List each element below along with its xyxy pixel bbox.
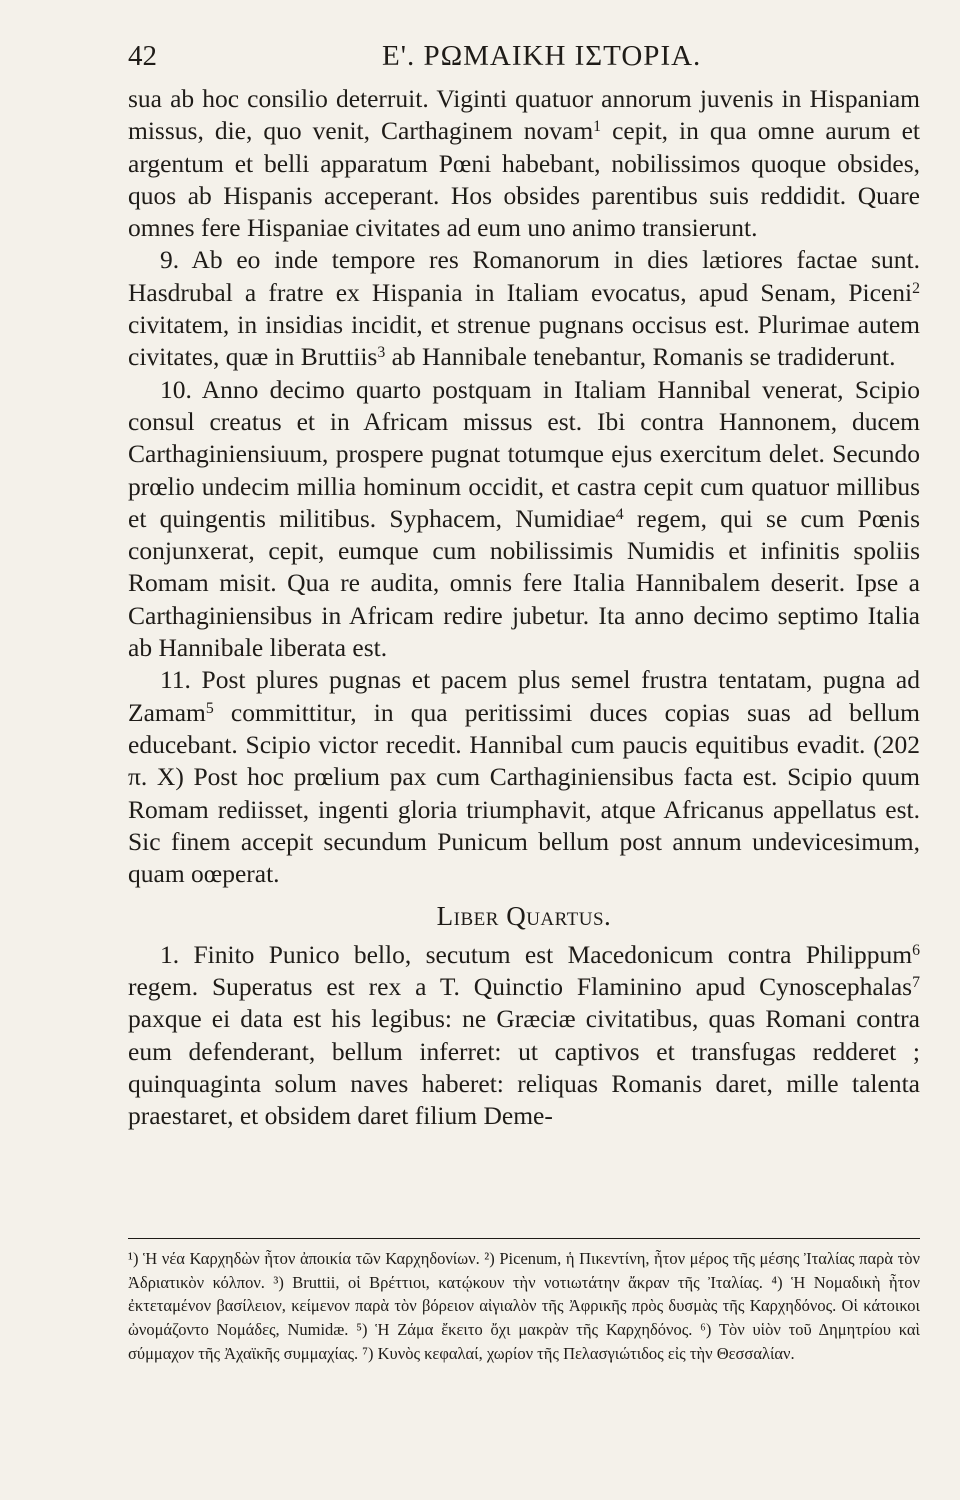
section-10 [128,374,920,665]
text-run: 10. Anno decimo quarto postquam in Italiam Hannibal venerat, Scipio consul creatus et in Africam missus est. Ibi contra Hannonem, ducem Carthaginiensiuum, prospere pugnat totumque ejus exercitum delet. Secundo prœlio undecim millia hominum occidit, et castra cepit cum quatuor millibus et quingentis militibus. Syphacem, Numidiae [128,374,920,533]
book-title: Liber Quartus. [436,901,612,932]
text-run: 11. Post plures pugnas et pacem plus semel frustra tentatam, pugna ad Zamam [128,665,920,727]
footnote-marker: 2 [912,279,920,297]
paragraph-continuation [128,83,920,244]
text-run: civitatem, in insidias incidit, et strenue pugnans occisus est. Plurimae autem civitates, quæ in Bruttiis [128,310,920,372]
footnotes-text: ¹) Ἡ νέα Καρχηδὼν ἦτον ἀποικία τῶν Καρχηδονίων. ²) Picenum, ἡ Πικεντίνη, ἦτον μέρος τῆς μέσης Ἰταλίας παρὰ τὸν Ἀδριατικὸν κόλπον. ³) Bruttii, οἱ Βρέττιοι, κατῴκουν τὴν νοτιωτάτην ἄκραν τῆς Ἰταλίας. ⁴) Ἡ Νομαδικὴ ἦτον ἐκτεταμένον βασίλειον, κείμενον παρὰ τὸν βόρειον αἰγιαλὸν τῆς Ἀφρικῆς πρὸς δυσμὰς τῆς Καρχηδόνος. Οἱ κάτοικοι ὠνομάζοντο Νομάδες, Numidæ. ⁵) Ἡ Ζάμα ἔκειτο ὄχι μακρὰν τῆς Καρχηδόνος. ⁶) Τὸν υἱὸν τοῦ Δημητρίου καὶ σύμμαχον τῆς Ἀχαϊκῆς συμμαχίας. ⁷) Κυνὸς κεφαλαί, χωρίον τῆς Πελασγιώτιδος εἰς τὴν Θεσσαλίαν. [128,1249,920,1363]
text-run: paxque ei data est his legibus: ne Græciæ civitatibus, quas Romani contra eum defenderant, bellum inferret: ut captivos et transfugas redderet ; quinquaginta solum naves haberet: reliquas Romanis daret, mille talenta praestaret, et obsidem daret filium Deme- [128,1004,920,1131]
text-run: regem. Superatus est rex a T. Quinctio Flaminino apud Cynoscephalas [128,972,913,1002]
page-number: 42 [128,40,157,72]
footnote-marker: 1 [593,118,602,136]
main-text [128,83,920,1133]
section-9 [128,244,920,373]
running-title: Ε'. ΡΩΜΑΙΚΗ ΙΣΤΟΡΙΑ. [382,40,702,72]
footnote-marker: 6 [912,941,920,959]
footnote-marker: 4 [615,505,624,523]
footnote-marker: 5 [205,699,214,717]
footnote-marker: 7 [912,974,920,992]
footnote-marker: 3 [377,344,386,362]
book-4-section-1 [128,939,920,1133]
text-run: regem, qui se cum Pœnis conjunxerat, cepit, eumque cum nobilissimis Numidis et infinitis spoliis Romam misit. Qua re audita, omnis fere Italia Hannibalem deserit. Ipse a Carthaginiensibus in Africam redire jubetur. Ita anno decimo septimo Italia ab Hannibale liberata est. [128,503,920,663]
text-run: sua ab hoc consilio deterruit. Viginti quatuor annorum juvenis in Hispaniam missus, die, quo venit, Carthaginem novam [128,84,920,146]
text-run: ab Hannibale tenebantur, Romanis se tradiderunt. [385,342,896,372]
page-header [128,40,920,80]
text-run: 9. Ab eo inde tempore res Romanorum in dies lætiores factae sunt. Hasdrubal a fratre ex Hispania in Italiam evocatus, apud Senam, Piceni [128,245,920,307]
section-11 [128,664,920,890]
text-run: committitur, in qua peritissimi duces copias suas ad bellum educebant. Scipio victor recedit. Hannibal cum paucis equitibus evadit. (202 π. X) Post hoc prœlium pax cum Carthaginiensibus facta est. Scipio quum Romam rediisset, ingenti gloria triumphavit, atque Africanus appellatus est. Sic finem accepit secundum Punicum bellum post annum undevicesimum, quam oœperat. [128,697,920,889]
text-run: cepit, in qua omne aurum et argentum et belli apparatum Pœni habebant, nobilissimos quoque obsides, quos ab Hispanis acceperant. Hos obsides parentibus suis reddidit. Quare omnes fere Hispaniae civitates ad eum uno animo transierunt. [128,116,920,243]
footnotes [128,1238,920,1366]
text-run: 1. Finito Punico bello, secutum est Macedonicum contra Philippum [160,939,913,969]
